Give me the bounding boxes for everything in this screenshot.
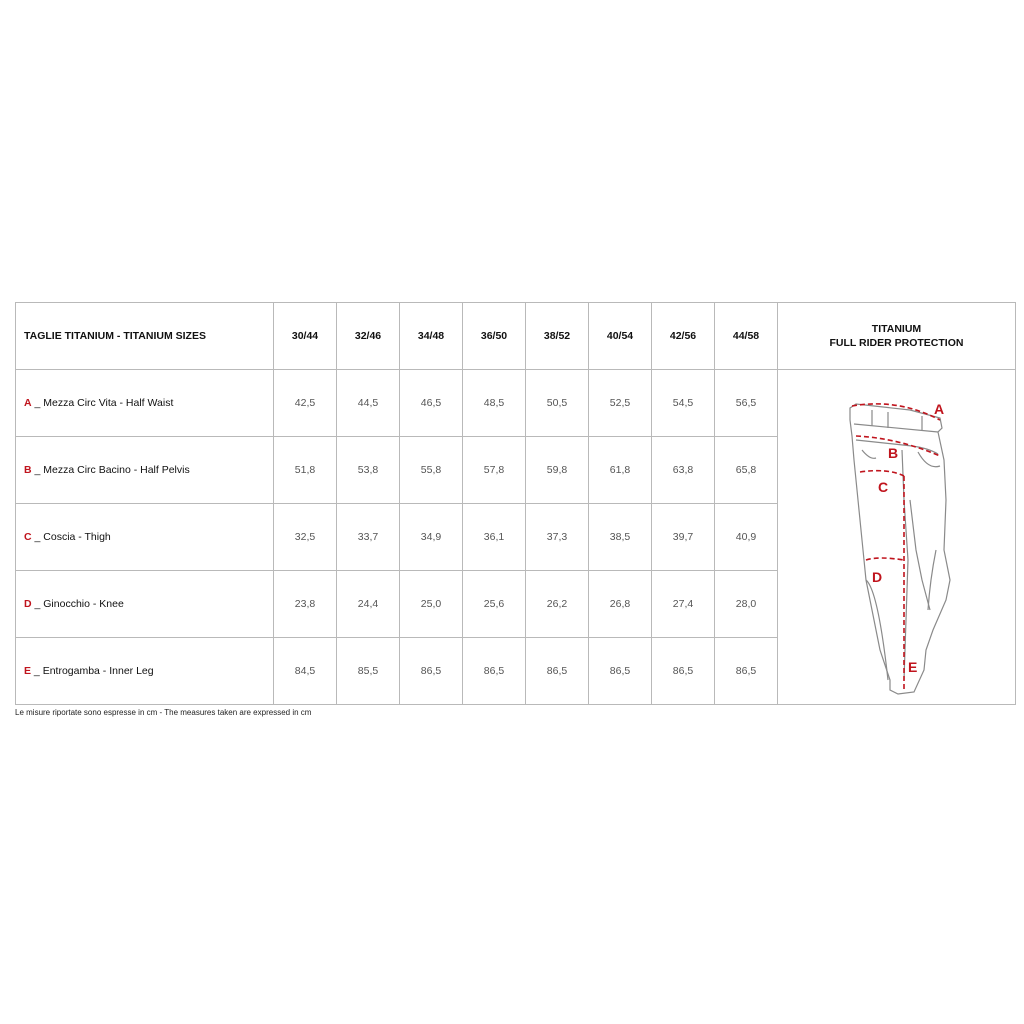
table-cell: 32,5 xyxy=(274,504,337,571)
measure-name: _ Coscia - Thigh xyxy=(31,531,111,543)
size-header: 36/50 xyxy=(463,303,526,370)
table-cell: 52,5 xyxy=(589,370,652,437)
header-row xyxy=(16,303,1016,370)
figure-label-a: A xyxy=(934,401,945,417)
table-cell: 56,5 xyxy=(715,370,778,437)
table-cell: 39,7 xyxy=(652,504,715,571)
table-cell: 55,8 xyxy=(400,437,463,504)
table-cell: 86,5 xyxy=(526,638,589,705)
table-cell: 25,0 xyxy=(400,571,463,638)
table-cell: 40,9 xyxy=(715,504,778,571)
table-cell: 44,5 xyxy=(337,370,400,437)
measure-letter: A xyxy=(24,397,32,409)
figure-label-d: D xyxy=(872,569,883,585)
figure-label-e: E xyxy=(908,659,918,675)
pants-outline xyxy=(850,404,950,694)
table-cell: 28,0 xyxy=(715,571,778,638)
product-title: TITANIUM xyxy=(871,323,922,335)
table-cell: 23,8 xyxy=(274,571,337,638)
measure-name: _ Entrogamba - Inner Leg xyxy=(31,665,154,677)
size-table xyxy=(15,302,1016,705)
table-cell: 86,5 xyxy=(589,638,652,705)
table-cell: 38,5 xyxy=(589,504,652,571)
table-cell: 86,5 xyxy=(715,638,778,705)
pants-figure-cell xyxy=(778,370,1016,705)
measure-letter: C xyxy=(24,531,32,543)
table-cell: 86,5 xyxy=(652,638,715,705)
table-cell: 42,5 xyxy=(274,370,337,437)
measure-letter: E xyxy=(24,665,32,677)
size-header: 38/52 xyxy=(526,303,589,370)
table-cell: 25,6 xyxy=(463,571,526,638)
table-cell: 46,5 xyxy=(400,370,463,437)
row-label xyxy=(16,370,274,437)
table-cell: 36,1 xyxy=(463,504,526,571)
figure-label-b: B xyxy=(888,445,899,461)
pants-diagram xyxy=(818,380,958,700)
table-cell: 48,5 xyxy=(463,370,526,437)
table-cell: 24,4 xyxy=(337,571,400,638)
measure-letter: D xyxy=(24,598,32,610)
row-label xyxy=(16,504,274,571)
measure-labels xyxy=(872,401,944,675)
product-heading xyxy=(778,303,1016,370)
measure-name: _ Mezza Circ Vita - Half Waist xyxy=(31,397,174,409)
size-header: 40/54 xyxy=(589,303,652,370)
row-label xyxy=(16,638,274,705)
table-cell: 85,5 xyxy=(337,638,400,705)
table-row xyxy=(16,370,1016,437)
size-header: 34/48 xyxy=(400,303,463,370)
footnote: Le misure riportate sono espresse in cm - The measures taken are expressed in cm xyxy=(15,708,312,717)
table-cell: 53,8 xyxy=(337,437,400,504)
table-cell: 34,9 xyxy=(400,504,463,571)
table-cell: 61,8 xyxy=(589,437,652,504)
table-cell: 37,3 xyxy=(526,504,589,571)
measure-name: _ Mezza Circ Bacino - Half Pelvis xyxy=(31,464,190,476)
table-cell: 27,4 xyxy=(652,571,715,638)
table-cell: 65,8 xyxy=(715,437,778,504)
measure-name: _ Ginocchio - Knee xyxy=(31,598,124,610)
table-cell: 26,2 xyxy=(526,571,589,638)
measure-letter: B xyxy=(24,464,32,476)
size-header: 42/56 xyxy=(652,303,715,370)
table-cell: 26,8 xyxy=(589,571,652,638)
table-cell: 86,5 xyxy=(400,638,463,705)
figure-label-c: C xyxy=(878,479,889,495)
table-cell: 54,5 xyxy=(652,370,715,437)
table-cell: 57,8 xyxy=(463,437,526,504)
row-label xyxy=(16,571,274,638)
size-header: 30/44 xyxy=(274,303,337,370)
table-title: TAGLIE TITANIUM - TITANIUM SIZES xyxy=(16,303,274,370)
table-cell: 59,8 xyxy=(526,437,589,504)
table-cell: 63,8 xyxy=(652,437,715,504)
table-cell: 86,5 xyxy=(463,638,526,705)
table-cell: 50,5 xyxy=(526,370,589,437)
table-cell: 84,5 xyxy=(274,638,337,705)
table-cell: 51,8 xyxy=(274,437,337,504)
size-header: 44/58 xyxy=(715,303,778,370)
table-cell: 33,7 xyxy=(337,504,400,571)
row-label xyxy=(16,437,274,504)
product-subtitle: FULL RIDER PROTECTION xyxy=(829,337,964,349)
size-header: 32/46 xyxy=(337,303,400,370)
